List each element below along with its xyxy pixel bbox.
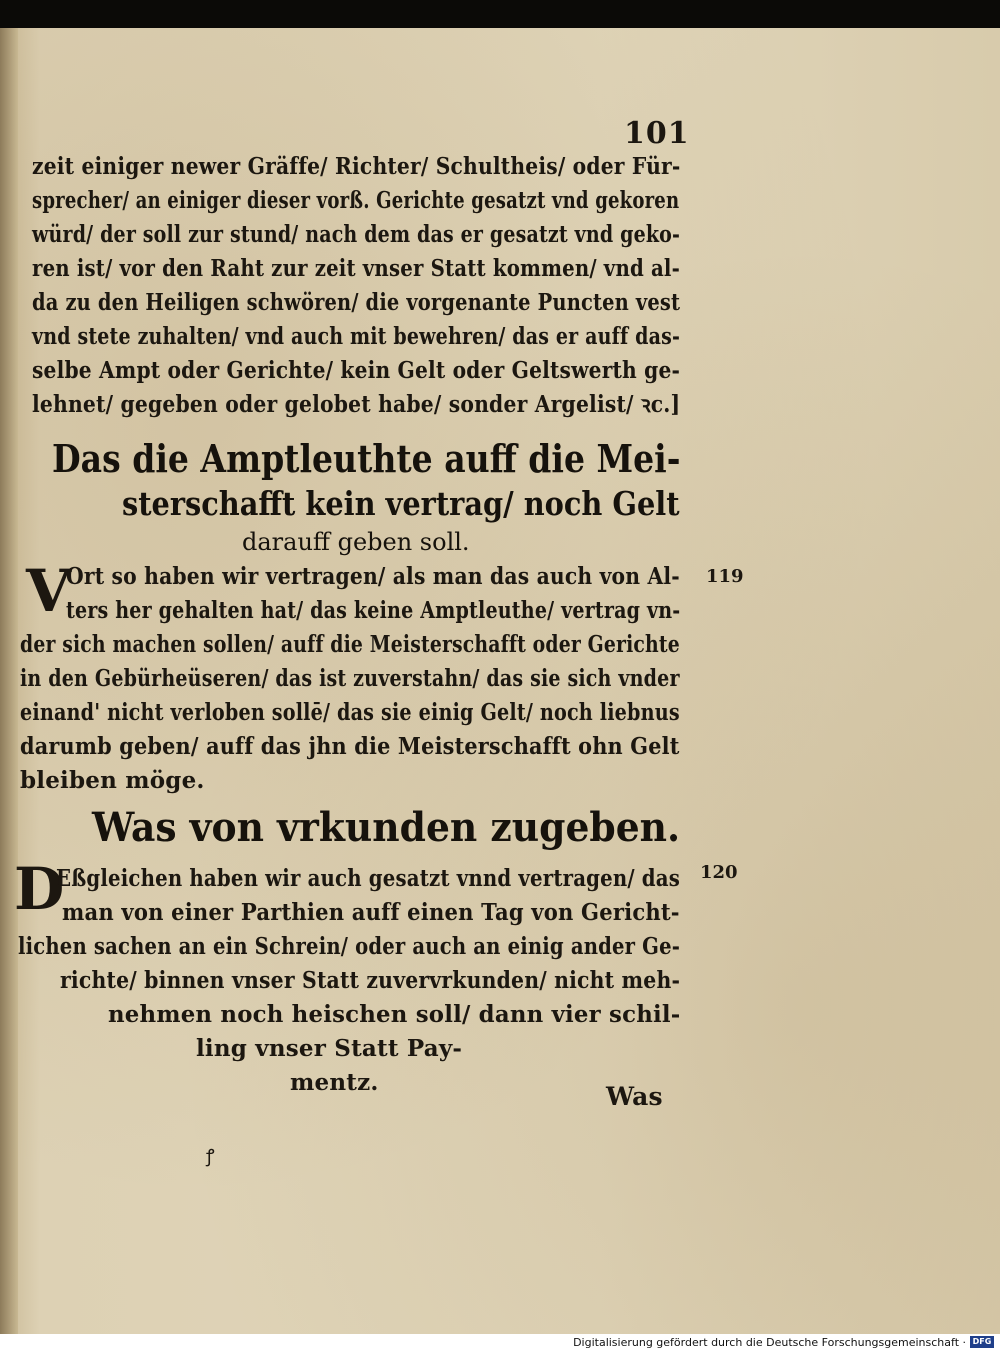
document-page xyxy=(0,28,1000,1334)
text-line: lehnet/ gegeben oder gelobet habe/ sonder Argelist/ ꝛc.] xyxy=(32,391,681,418)
text-line: der sich machen sollen/ auff die Meisterschafft oder Gerichte xyxy=(20,631,680,658)
margin-number: 119 xyxy=(706,566,744,587)
text-line: Ort so haben wir vertragen/ als man das auch von Al- xyxy=(66,563,680,590)
text-line: da zu den Heiligen schwören/ die vorgenante Puncten vest xyxy=(32,289,681,316)
section-heading: Was von vrkunden zugeben. xyxy=(92,804,681,851)
text-line: selbe Ampt oder Gerichte/ kein Gelt oder Geltswerth ge- xyxy=(32,357,681,384)
text-line: man von einer Parthien auff einen Tag von Gericht- xyxy=(62,899,680,926)
text-line: in den Gebürheüseren/ das ist zuverstahn/ das sie sich vnder xyxy=(20,665,680,692)
text-line: mentz. xyxy=(290,1069,379,1096)
section-heading: sterschafft kein vertrag/ noch Gelt xyxy=(122,484,680,523)
text-line: würd/ der soll zur stund/ nach dem das er gesatzt vnd geko- xyxy=(32,221,681,248)
dfg-logo-icon: DFG xyxy=(970,1336,994,1348)
drop-initial: V xyxy=(26,557,72,625)
text-line: lichen sachen an ein Schrein/ oder auch an einig ander Ge- xyxy=(18,933,681,960)
text-line: ters her gehalten hat/ das keine Amptleuthe/ vertrag vn- xyxy=(66,597,681,624)
catchword: Was xyxy=(606,1082,663,1111)
text-line: einand' nicht verloben sollē/ das sie einig Gelt/ noch liebnus xyxy=(20,699,680,726)
text-line: vnd stete zuhalten/ vnd auch mit bewehren/ das er auff das- xyxy=(32,323,681,350)
text-line: sprecher/ an einiger dieser vorß. Gerichte gesatzt vnd gekoren xyxy=(32,187,680,214)
text-line: bleiben möge. xyxy=(20,767,205,794)
footer-credit: Digitalisierung gefördert durch die Deutsche Forschungsgemeinschaft · xyxy=(573,1336,966,1349)
text-line: darumb geben/ auff das jhn die Meisterschafft ohn Gelt xyxy=(20,733,680,760)
text-line: zeit einiger newer Gräffe/ Richter/ Schultheis/ oder Für- xyxy=(32,153,681,180)
text-line: Eßgleichen haben wir auch gesatzt vnnd vertragen/ das xyxy=(56,865,681,892)
section-heading: Das die Amptleuthte auff die Mei- xyxy=(52,436,681,481)
footer-bar xyxy=(0,1334,1000,1351)
section-subheading: darauff geben soll. xyxy=(242,528,470,556)
page-gutter-shadow xyxy=(0,28,18,1334)
text-line: ren ist/ vor den Raht zur zeit vnser Statt kommen/ vnd al- xyxy=(32,255,680,282)
drop-initial: D xyxy=(14,855,65,923)
text-line: richte/ binnen vnser Statt zuvervrkunden/ nicht meh- xyxy=(60,967,681,994)
text-line: nehmen noch heischen soll/ dann vier schil- xyxy=(108,1001,681,1028)
margin-number: 120 xyxy=(700,862,738,883)
page-number: 101 xyxy=(624,116,690,151)
text-line: ling vnser Statt Pay- xyxy=(196,1035,463,1062)
signature-mark: ꝭ xyxy=(206,1146,215,1167)
